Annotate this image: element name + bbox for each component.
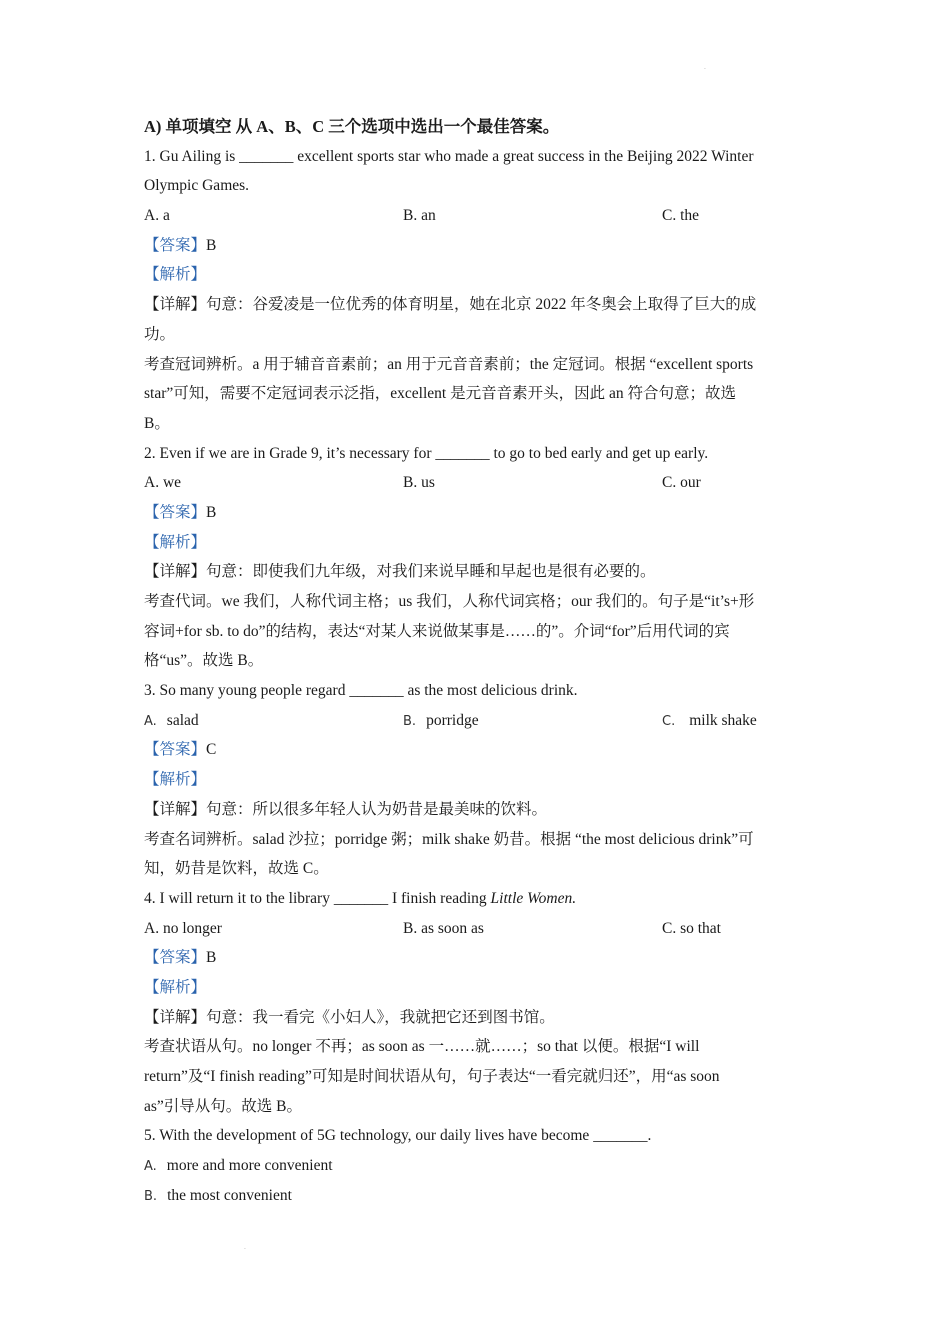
exam-page bbox=[144, 112, 810, 1210]
q5-stem-line1: 5. With the development of 5G technology, our daily lives have become _______. bbox=[144, 1127, 652, 1145]
option-label: B. bbox=[403, 713, 417, 729]
q1-option-c: C. the bbox=[662, 207, 700, 225]
q5-option-a-text: more and more convenient bbox=[166, 1157, 333, 1175]
q2-explain-line1: 考查代词。we 我们，人称代词主格；us 我们，人称代词宾格；our 我们的。句子是“it’s+形 bbox=[144, 593, 755, 610]
q1-stem-line2: Olympic Games. bbox=[144, 177, 250, 195]
q3-stem-line1: 3. So many young people regard _______ as the most delicious drink. bbox=[144, 682, 578, 700]
detail-tag: 【详解】 bbox=[144, 296, 207, 314]
q1-answer-value: B bbox=[206, 236, 217, 254]
q5-option-a bbox=[144, 1151, 810, 1181]
q1-stem-line1: 1. Gu Ailing is _______ excellent sports star who made a great success in the Beijing 2022 Winter bbox=[144, 147, 754, 165]
q4-answer-value: B bbox=[206, 949, 217, 967]
q3-option-b-text: porridge bbox=[426, 711, 479, 729]
detail-tag: 【详解】 bbox=[144, 563, 207, 581]
q1-analysis bbox=[144, 260, 810, 290]
section-heading: A) 单项填空 从 A、B、C 三个选项中选出一个最佳答案。 bbox=[144, 117, 560, 136]
q4-answer bbox=[144, 943, 810, 973]
q3-option-a bbox=[144, 706, 199, 737]
answer-tag: 【答案】 bbox=[144, 503, 207, 521]
q3-option-c bbox=[662, 706, 757, 737]
q2-answer-value: B bbox=[206, 503, 217, 521]
analysis-tag: 【解析】 bbox=[144, 978, 207, 996]
q1-explain-line3: B。 bbox=[144, 414, 170, 432]
q1-explain-line1: 考查冠词辨析。a 用于辅音音素前；an 用于元音音素前；the 定冠词。根据 “excellent sports bbox=[144, 355, 754, 373]
q2-explain-line2: 容词+for sb. to do”的结构，表达“对某人来说做某事是……的”。介词“for”后用代词的宾 bbox=[144, 622, 730, 640]
answer-tag: 【答案】 bbox=[144, 949, 207, 967]
q5-option-b bbox=[144, 1181, 810, 1211]
q3-detail-line1 bbox=[144, 795, 810, 825]
q1-options bbox=[144, 201, 810, 231]
q1-option-a: A. a bbox=[144, 207, 170, 225]
q4-stem-line1 bbox=[144, 884, 810, 914]
q3-option-c-text: milk shake bbox=[689, 711, 757, 729]
q1-detail-line2: 功。 bbox=[144, 325, 176, 343]
q2-option-c: C. our bbox=[662, 474, 701, 492]
q2-explain-line3: 格“us”。故选 B。 bbox=[144, 652, 264, 670]
q1-detail-line1 bbox=[144, 290, 810, 320]
q2-options bbox=[144, 468, 810, 498]
q3-answer bbox=[144, 735, 810, 765]
header-dot-marker: . bbox=[704, 64, 706, 71]
q3-explain-line2: 知，奶昔是饮料，故选 C。 bbox=[144, 860, 329, 878]
option-label: C. bbox=[662, 713, 676, 729]
q1-detail-text: 句意：谷爱凌是一位优秀的体育明星，她在北京 2022 年冬奥会上取得了巨大的成 bbox=[206, 296, 757, 314]
q3-option-a-text: salad bbox=[166, 711, 199, 729]
q2-option-b: B. us bbox=[403, 474, 435, 492]
q4-explain-line3: as”引导从句。故选 B。 bbox=[144, 1097, 303, 1115]
q4-stem-text: 4. I will return it to the library _______ I finish reading bbox=[144, 889, 491, 907]
q2-stem-line1: 2. Even if we are in Grade 9, it’s necessary for _______ to go to bed early and get up early. bbox=[144, 444, 709, 462]
option-label: B. bbox=[144, 1188, 158, 1204]
analysis-tag: 【解析】 bbox=[144, 533, 207, 551]
option-label: A. bbox=[144, 1159, 157, 1175]
answer-tag: 【答案】 bbox=[144, 236, 207, 254]
q3-options bbox=[144, 706, 810, 736]
analysis-tag: 【解析】 bbox=[144, 771, 207, 789]
q3-explain-line1: 考查名词辨析。salad 沙拉；porridge 粥；milk shake 奶昔。根据 “the most delicious drink”可 bbox=[144, 830, 754, 848]
q4-options bbox=[144, 914, 810, 944]
q2-detail-line1 bbox=[144, 557, 810, 587]
q3-analysis bbox=[144, 765, 810, 795]
q1-answer bbox=[144, 231, 810, 261]
q1-explain-line2: star”可知，需要不定冠词表示泛指，excellent 是元音音素开头，因此 an 符合句意；故选 bbox=[144, 385, 736, 403]
q4-analysis bbox=[144, 973, 810, 1003]
detail-tag: 【详解】 bbox=[144, 800, 207, 818]
q4-detail-text: 句意：我一看完《小妇人》，我就把它还到图书馆。 bbox=[206, 1008, 555, 1026]
footer-dot-marker: . bbox=[244, 1244, 246, 1251]
q2-detail-text: 句意：即使我们九年级，对我们来说早睡和早起也是很有必要的。 bbox=[206, 563, 656, 581]
q3-answer-value: C bbox=[206, 741, 217, 759]
q4-option-c: C. so that bbox=[662, 919, 721, 937]
q4-option-a: A. no longer bbox=[144, 919, 222, 937]
q1-option-b: B. an bbox=[403, 207, 436, 225]
q3-option-b bbox=[403, 706, 479, 737]
q2-option-a: A. we bbox=[144, 474, 182, 492]
detail-tag: 【详解】 bbox=[144, 1008, 207, 1026]
option-label: A. bbox=[144, 713, 157, 729]
q2-analysis bbox=[144, 528, 810, 558]
q5-option-b-text: the most convenient bbox=[167, 1186, 292, 1204]
q4-option-b: B. as soon as bbox=[403, 919, 484, 937]
q2-answer bbox=[144, 498, 810, 528]
q4-explain-line2: return”及“I finish reading”可知是时间状语从句，句子表达“一看完就归还”，用“as soon bbox=[144, 1068, 720, 1085]
q4-book-title: Little Women. bbox=[490, 889, 577, 907]
q4-explain-line1: 考查状语从句。no longer 不再；as soon as 一……就……；so that 以便。根据“I will bbox=[144, 1038, 700, 1056]
analysis-tag: 【解析】 bbox=[144, 266, 207, 284]
q3-detail-text: 句意：所以很多年轻人认为奶昔是最美味的饮料。 bbox=[206, 800, 548, 818]
answer-tag: 【答案】 bbox=[144, 741, 207, 759]
q4-detail-line1 bbox=[144, 1003, 810, 1033]
